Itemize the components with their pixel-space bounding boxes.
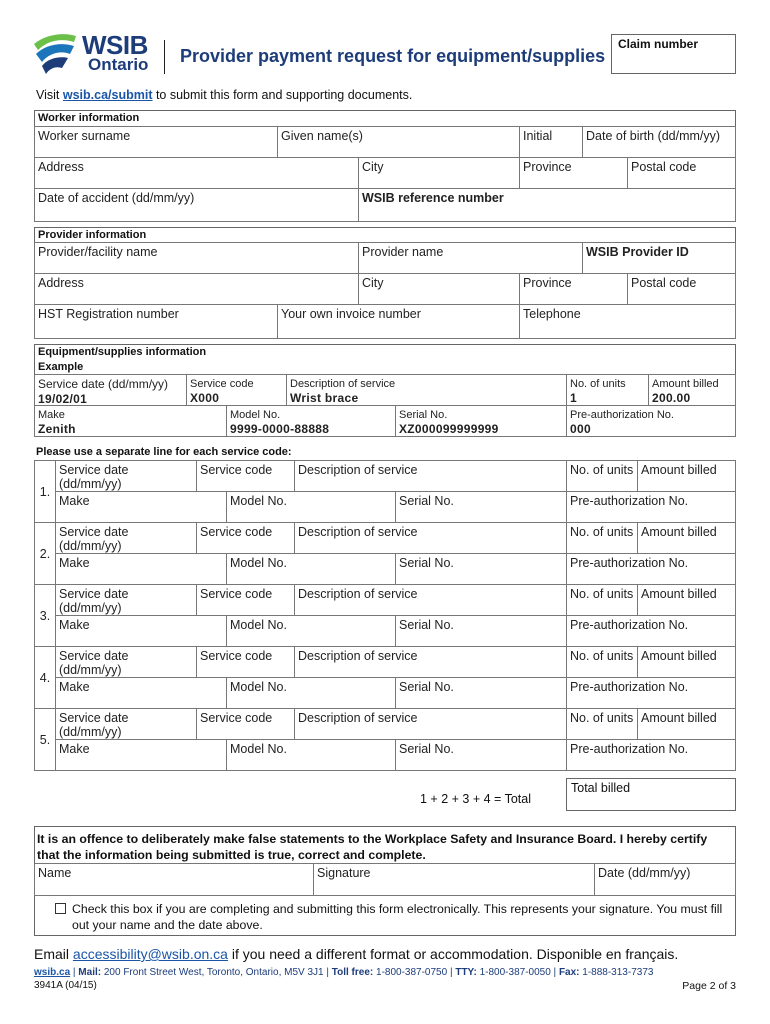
units-field[interactable] — [566, 460, 638, 492]
units-label: No. of units — [570, 587, 634, 601]
example-units-label: No. of units — [570, 378, 626, 390]
wsib-reference-label: WSIB reference number — [362, 191, 504, 205]
example-model-label: Model No. — [230, 409, 281, 421]
declaration-signature-field[interactable] — [313, 863, 595, 896]
example-serial — [395, 405, 567, 437]
make-label: Make — [59, 494, 90, 508]
provider-name-field[interactable] — [358, 242, 583, 274]
service-date-field[interactable] — [55, 708, 197, 740]
serial-label: Serial No. — [399, 556, 454, 570]
serial-field[interactable] — [395, 739, 567, 771]
initial-label: Initial — [523, 129, 553, 143]
preauth-label: Pre-authorization No. — [570, 556, 689, 570]
service-code-label: Service code — [200, 587, 273, 601]
date-of-accident-field[interactable] — [34, 188, 359, 222]
example-make — [34, 405, 227, 437]
example-description — [286, 374, 567, 406]
example-units-value: 1 — [570, 391, 577, 405]
model-label: Model No. — [230, 742, 287, 756]
description-label: Description of service — [298, 649, 418, 663]
hst-registration-field[interactable] — [34, 304, 278, 339]
units-field[interactable] — [566, 708, 638, 740]
wsib-provider-id-field[interactable] — [582, 242, 736, 274]
description-label: Description of service — [298, 463, 418, 477]
example-preauth-value: 000 — [570, 422, 591, 436]
serial-field[interactable] — [395, 677, 567, 709]
given-names-field[interactable] — [277, 126, 520, 158]
accessibility-line — [34, 946, 678, 962]
description-field[interactable] — [294, 522, 567, 554]
provider-facility-label: Provider/facility name — [38, 245, 158, 259]
service-code-field[interactable] — [196, 708, 295, 740]
provider-city-label: City — [362, 276, 384, 290]
units-field[interactable] — [566, 646, 638, 678]
model-field[interactable] — [226, 553, 396, 585]
units-label: No. of units — [570, 649, 634, 663]
tty-number: 1-800-387-0050 — [476, 967, 551, 978]
service-row-number-label: 3. — [39, 608, 51, 623]
mail-label: Mail: — [78, 967, 102, 978]
date-of-accident-label: Date of accident (dd/mm/yy) — [38, 191, 195, 205]
email-prefix: Email — [34, 946, 73, 962]
worker-city-label: City — [362, 160, 384, 174]
submit-link[interactable]: wsib.ca/submit — [62, 88, 153, 102]
service-date-label: Service date (dd/mm/yy) — [59, 525, 129, 553]
worker-surname-label: Worker surname — [38, 129, 131, 143]
wsib-reference-field[interactable] — [358, 188, 736, 222]
example-preauth-label: Pre-authorization No. — [570, 409, 674, 421]
electronic-signature-text: Check this box if you are completing and submitting this form electronically. This represents your signature. You must fill out your name and the date above. — [72, 902, 723, 932]
description-field[interactable] — [294, 646, 567, 678]
service-date-label: Service date (dd/mm/yy) — [59, 649, 129, 677]
example-amount-label: Amount billed — [652, 378, 719, 390]
make-label: Make — [59, 680, 90, 694]
service-code-label: Service code — [200, 525, 273, 539]
tty-label: TTY: — [455, 967, 477, 978]
model-field[interactable] — [226, 615, 396, 647]
service-row-number-label: 1. — [39, 484, 51, 499]
preauth-label: Pre-authorization No. — [570, 494, 689, 508]
intro-prefix: Visit — [36, 88, 63, 102]
contact-line — [34, 967, 653, 978]
contact-sep-3: | — [447, 967, 456, 978]
preauth-label: Pre-authorization No. — [570, 618, 689, 632]
date-of-birth-label: Date of birth (dd/mm/yy) — [586, 129, 721, 143]
preauth-field[interactable] — [566, 739, 736, 771]
wsib-logo-swoosh-icon — [32, 32, 78, 78]
description-field[interactable] — [294, 584, 567, 616]
amount-field[interactable] — [637, 584, 736, 616]
worker-province-label: Province — [523, 160, 572, 174]
example-serial-label: Serial No. — [399, 409, 448, 421]
service-row-number — [34, 460, 56, 523]
declaration-date-label: Date (dd/mm/yy) — [598, 866, 691, 880]
service-code-field[interactable] — [196, 584, 295, 616]
example-serial-value: XZ000099999999 — [399, 422, 499, 436]
serial-label: Serial No. — [399, 618, 454, 632]
units-field[interactable] — [566, 584, 638, 616]
make-label: Make — [59, 742, 90, 756]
serial-label: Serial No. — [399, 680, 454, 694]
serial-label: Serial No. — [399, 742, 454, 756]
provider-province-label: Province — [523, 276, 572, 290]
example-service-code-label: Service code — [190, 378, 254, 390]
declaration-name-field[interactable] — [34, 863, 314, 896]
serial-field[interactable] — [395, 615, 567, 647]
provider-address-field[interactable] — [34, 273, 359, 305]
service-date-label: Service date (dd/mm/yy) — [59, 463, 129, 491]
amount-field[interactable] — [637, 522, 736, 554]
model-field[interactable] — [226, 677, 396, 709]
invoice-number-label: Your own invoice number — [281, 307, 421, 321]
service-code-label: Service code — [200, 463, 273, 477]
example-service-date-label: Service date (dd/mm/yy) — [38, 377, 169, 391]
contact-sep-4: | — [550, 967, 559, 978]
service-code-field[interactable] — [196, 522, 295, 554]
worker-address-field[interactable] — [34, 157, 359, 189]
worker-province-field[interactable] — [519, 157, 628, 189]
amount-label: Amount billed — [641, 525, 717, 539]
provider-telephone-label: Telephone — [523, 307, 581, 321]
service-row-number-label: 2. — [39, 546, 51, 561]
toll-free-label: Toll free: — [331, 967, 374, 978]
service-date-label: Service date (dd/mm/yy) — [59, 587, 129, 615]
equipment-section-title: Equipment/supplies information — [38, 346, 207, 358]
invoice-number-field[interactable] — [277, 304, 520, 339]
service-date-label: Service date (dd/mm/yy) — [59, 711, 129, 739]
provider-section-title: Provider information — [38, 229, 147, 241]
example-make-label: Make — [38, 409, 65, 421]
example-label: Example — [38, 361, 84, 373]
declaration-signature-label: Signature — [317, 866, 371, 880]
provider-name-label: Provider name — [362, 245, 444, 259]
service-date-field[interactable] — [55, 522, 197, 554]
amount-label: Amount billed — [641, 463, 717, 477]
make-label: Make — [59, 618, 90, 632]
service-date-field[interactable] — [55, 646, 197, 678]
accessibility-email-link[interactable]: accessibility@wsib.on.ca — [72, 946, 228, 962]
preauth-field[interactable] — [566, 615, 736, 647]
logo-text-ontario: Ontario — [88, 55, 149, 74]
amount-field[interactable] — [637, 708, 736, 740]
fax-number: 1-888-313-7373 — [579, 967, 654, 978]
service-row-number — [34, 646, 56, 709]
provider-telephone-field[interactable] — [519, 304, 736, 339]
logo-text-wsib: WSIB — [82, 30, 148, 60]
worker-section-title: Worker information — [38, 112, 140, 124]
service-code-label: Service code — [200, 711, 273, 725]
provider-postal-code-field[interactable] — [627, 273, 736, 305]
worker-postal-code-field[interactable] — [627, 157, 736, 189]
preauth-field[interactable] — [566, 677, 736, 709]
header-divider — [164, 40, 165, 74]
provider-address-label: Address — [38, 276, 84, 290]
worker-address-label: Address — [38, 160, 84, 174]
example-make-value: Zenith — [38, 422, 76, 436]
preauth-field[interactable] — [566, 553, 736, 585]
date-of-birth-field[interactable] — [582, 126, 736, 158]
hst-registration-label: HST Registration number — [38, 307, 179, 321]
page-title: Provider payment request for equipment/supplies — [180, 46, 606, 66]
example-description-label: Description of service — [290, 378, 396, 390]
preauth-field[interactable] — [566, 491, 736, 523]
amount-label: Amount billed — [641, 587, 717, 601]
amount-field[interactable] — [637, 460, 736, 492]
service-date-field[interactable] — [55, 460, 197, 492]
given-names-label: Given name(s) — [281, 129, 363, 143]
service-date-field[interactable] — [55, 584, 197, 616]
claim-number-label: Claim number — [618, 37, 699, 51]
form-code: 3941A (04/15) — [34, 980, 97, 991]
declaration-date-field[interactable] — [594, 863, 736, 896]
electronic-signature-checkbox[interactable] — [55, 903, 66, 914]
description-label: Description of service — [298, 587, 418, 601]
preauth-label: Pre-authorization No. — [570, 680, 689, 694]
provider-postal-code-label: Postal code — [631, 276, 697, 290]
model-field[interactable] — [226, 739, 396, 771]
example-preauth — [566, 405, 736, 437]
fax-label: Fax: — [558, 967, 580, 978]
worker-city-field[interactable] — [358, 157, 520, 189]
example-model — [226, 405, 396, 437]
serial-label: Serial No. — [399, 494, 454, 508]
example-amount-value: 200.00 — [652, 391, 691, 405]
example-units — [566, 374, 649, 406]
description-label: Description of service — [298, 525, 418, 539]
intro-text — [36, 88, 412, 102]
separate-line-instruction: Please use a separate line for each service code: — [36, 446, 292, 458]
description-field[interactable] — [294, 708, 567, 740]
provider-city-field[interactable] — [358, 273, 520, 305]
amount-label: Amount billed — [641, 649, 717, 663]
toll-free-number: 1-800-387-0750 — [373, 967, 448, 978]
provider-facility-field[interactable] — [34, 242, 359, 274]
example-amount — [648, 374, 736, 406]
units-field[interactable] — [566, 522, 638, 554]
units-label: No. of units — [570, 525, 634, 539]
units-label: No. of units — [570, 711, 634, 725]
service-row-number-label: 4. — [39, 670, 51, 685]
example-service-code — [186, 374, 287, 406]
make-field[interactable] — [55, 739, 227, 771]
example-description-value: Wrist brace — [290, 391, 359, 405]
example-service-date — [34, 374, 187, 406]
model-label: Model No. — [230, 494, 287, 508]
contact-sep-2: | — [323, 967, 332, 978]
example-service-code-value: X000 — [190, 391, 220, 405]
worker-postal-code-label: Postal code — [631, 160, 697, 174]
wsib-site-link[interactable]: wsib.ca — [34, 967, 71, 978]
model-label: Model No. — [230, 556, 287, 570]
make-field[interactable] — [55, 553, 227, 585]
amount-label: Amount billed — [641, 711, 717, 725]
service-row-number — [34, 522, 56, 585]
description-field[interactable] — [294, 460, 567, 492]
model-field[interactable] — [226, 491, 396, 523]
description-label: Description of service — [298, 711, 418, 725]
provider-province-field[interactable] — [519, 273, 628, 305]
total-formula: 1 + 2 + 3 + 4 = Total — [420, 792, 531, 806]
model-label: Model No. — [230, 618, 287, 632]
amount-field[interactable] — [637, 646, 736, 678]
email-suffix: if you need a different format or accommodation. Disponible en français. — [227, 946, 679, 962]
service-code-field[interactable] — [196, 460, 295, 492]
total-billed-field[interactable] — [566, 778, 736, 811]
page-number: Page 2 of 3 — [682, 980, 736, 992]
serial-field[interactable] — [395, 491, 567, 523]
wsib-provider-id-label: WSIB Provider ID — [586, 245, 689, 259]
example-model-value: 9999-0000-88888 — [230, 422, 330, 436]
service-row-number — [34, 584, 56, 647]
intro-suffix: to submit this form and supporting documents. — [152, 88, 413, 102]
make-label: Make — [59, 556, 90, 570]
worker-surname-field[interactable] — [34, 126, 278, 158]
declaration-statement: It is an offence to deliberately make false statements to the Workplace Safety and Insurance Board. I hereby certify that the information being submitted is true, correct and complete. — [37, 832, 708, 862]
service-code-label: Service code — [200, 649, 273, 663]
initial-field[interactable] — [519, 126, 583, 158]
claim-number-field[interactable] — [611, 34, 736, 74]
wsib-logo — [32, 30, 157, 78]
declaration-name-label: Name — [38, 866, 72, 880]
equipment-section-header — [34, 344, 736, 375]
service-row-number — [34, 708, 56, 771]
make-field[interactable] — [55, 491, 227, 523]
example-service-date-value: 19/02/01 — [38, 392, 88, 406]
service-code-field[interactable] — [196, 646, 295, 678]
model-label: Model No. — [230, 680, 287, 694]
contact-sep-1: | — [70, 967, 79, 978]
mail-address: 200 Front Street West, Toronto, Ontario, M5V 3J1 — [101, 967, 324, 978]
make-field[interactable] — [55, 615, 227, 647]
serial-field[interactable] — [395, 553, 567, 585]
preauth-label: Pre-authorization No. — [570, 742, 689, 756]
make-field[interactable] — [55, 677, 227, 709]
total-billed-label: Total billed — [571, 781, 631, 795]
service-row-number-label: 5. — [39, 732, 51, 747]
units-label: No. of units — [570, 463, 634, 477]
